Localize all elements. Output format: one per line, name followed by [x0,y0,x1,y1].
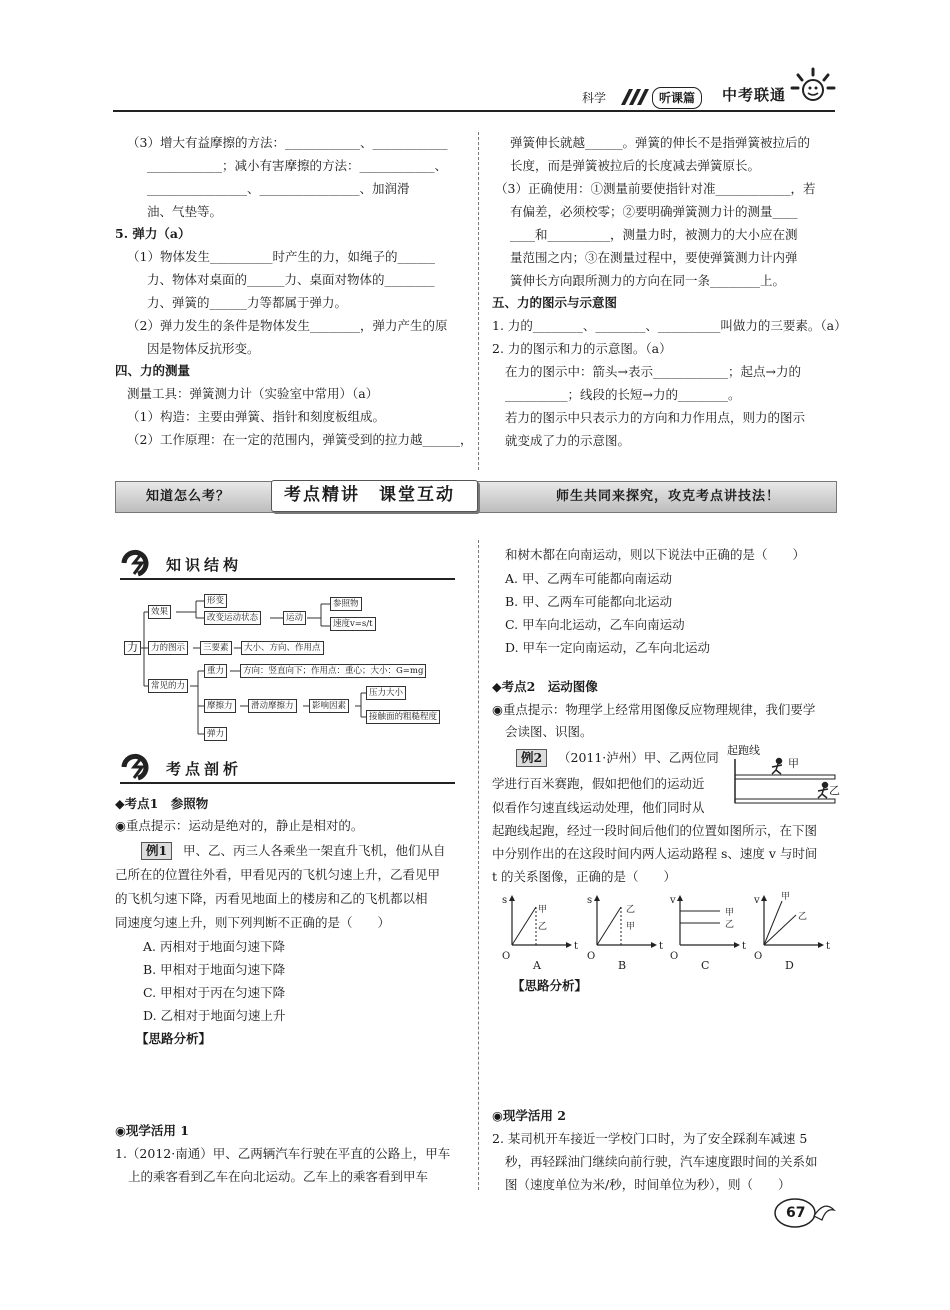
series-yi-line [764,915,796,945]
y-axis-label: v [754,895,760,906]
series-yi-label: 乙 [798,912,808,922]
series-jia-label: 甲 [626,922,636,932]
text-line: 弹簧伸长就越______。弹簧的伸长不是指弹簧被拉后的 [510,135,811,150]
text-line: （2）弹力发生的条件是物体发生________，弹力产生的原 [127,318,448,333]
graph-b [585,893,667,973]
swirl-icon [120,548,156,578]
map-roughness: 接触面的粗糙程度 [366,710,440,724]
practice1-heading: ◉现学活用 1 [115,1123,189,1138]
ex1-line: 甲、乙、丙三人各乘坐一架直升飞机，他们从自 [183,843,446,858]
graph-d [752,893,834,973]
section-heading: 四、力的测量 [115,363,191,378]
origin-label: O [502,951,511,962]
hint2-line: ◉重点提示：物理学上经常用图像反应物理规律，我们要学 [492,702,816,717]
ex2-tag: 例2 [516,749,547,767]
hint2-line: 会读图、识图。 [505,724,593,739]
practice2-heading: ◉现学活用 2 [492,1108,566,1123]
graph-c [668,893,750,973]
practice2-line: 图（速度单位为米/秒，时间单位为秒），则（ ） [505,1177,791,1192]
text-line: （1）构造：主要由弹簧、指针和刻度板组成。 [127,409,385,424]
ex1-line: 同速度匀速上升，则下列判断不正确的是（ ） [115,915,391,930]
ex1-option-c: C. 甲相对于丙在匀速下降 [143,985,286,1000]
ex2-line: 学进行百米赛跑，假如把他们的运动近 [492,776,705,791]
text-line: 簧伸长方向跟所测力的方向在同一条________上。 [510,273,786,288]
banner-right: 师生共同来探究，攻克考点讲技法！ [556,489,781,504]
section-banner [115,481,837,513]
swirl-icon [120,752,156,782]
text-line: 长度，而是弹簧被拉后的长度减去弹簧原长。 [510,158,761,173]
map-motion-change: 改变运动状态 [204,611,261,625]
runner-icon [818,783,828,799]
y-axis-label: v [670,895,676,906]
header-badge: 听课篇 [652,87,702,109]
text-line: 2. 力的图示和力的示意图。（a） [492,341,672,356]
section-heading: 五、力的图示与示意图 [492,295,618,310]
sun-logo-icon [790,66,836,110]
t-axis-label: t [574,941,579,952]
text-line: （2）工作原理：在一定的范围内，弹簧受到的拉力越______， [127,432,473,447]
knowledge-rule [120,578,455,580]
q-option-c: C. 甲车向北运动，乙车向南运动 [505,617,685,632]
y-axis-arrow [509,895,515,901]
y-axis-arrow [761,895,767,901]
text-line: ____________；减小有害摩擦的方法：____________、 [147,158,448,173]
page-number: 67 [786,1205,806,1221]
text-line: ________________、________________、加润滑 [147,181,410,196]
banner-center: 考点精讲 课堂互动 [284,485,455,505]
text-line: 量范围之内；③在测量过程中，要使弹簧测力计内弹 [510,250,798,265]
x-axis-arrow [818,942,824,948]
text-line: 测量工具：弹簧测力计（实验室中常用）（a） [127,386,379,401]
analysis-title: 考点剖析 [166,760,243,778]
ex2-line: 似看作匀速直线运动处理，他们同时从 [492,800,705,815]
practice2-line: 秒，再轻踩油门继续向前行驶，汽车速度跟时间的关系如 [505,1154,818,1169]
banner-left: 知道怎么考？ [146,489,231,504]
race-figure [732,755,840,807]
y-axis-arrow [594,895,600,901]
series-jia-line [764,901,782,945]
header-subject: 科学 [582,91,607,105]
ex1-tag: 例1 [141,842,172,860]
analysis-rule [120,782,455,784]
text-line: 因是物体反抗形变。 [147,341,260,356]
y-axis-label: s [502,895,508,906]
series-jia-label: 甲 [781,892,791,902]
text-line: 力、弹簧的______力等都属于弹力。 [147,295,348,310]
text-line: 就变成了力的示意图。 [505,433,631,448]
ex2-line: 起跑线起跑，经过一段时间后他们的位置如图所示，在下图 [492,823,818,838]
section-heading: 5. 弹力（a） [115,226,191,241]
text-line: （1）物体发生__________时产生的力，如绳子的______ [127,249,435,264]
graph-a [500,893,582,973]
map-reference: 参照物 [330,597,362,611]
map-deform: 形变 [204,594,227,608]
knowledge-title: 知识结构 [166,556,243,574]
map-gravity-items: 方向：竖直向下；作用点：重心；大小：G=mg [240,664,426,678]
map-friction: 摩擦力 [204,699,236,713]
series-yi-label: 乙 [538,922,548,932]
series-jia-label: 甲 [538,905,548,915]
text-line: 在力的图示中：箭头→表示____________；起点→力的 [505,364,801,379]
header-rule [113,110,835,112]
map-three: 三要素 [200,641,232,655]
text-line: 有偏差，必须校零；②要明确弹簧测力计的测量____ [510,204,798,219]
graph-label: B [618,959,627,972]
map-diagram: 力的图示 [148,641,188,655]
x-axis-arrow [734,942,740,948]
ex1-line: 己所在的位置往外看，甲看见丙的飞机匀速上升，乙看见甲 [115,867,441,882]
ex1-think: 【思路分析】 [136,1031,212,1046]
y-axis-label: s [587,895,593,906]
origin-label: O [587,951,596,962]
stripes-icon [617,88,653,106]
banner-center-box [271,480,478,512]
map-sliding: 滑动摩擦力 [248,699,297,713]
map-three-items: 大小、方向、作用点 [241,641,324,655]
text-line: ____和__________，测量力时，被测力的大小应在测 [510,227,798,242]
ex1-option-d: D. 乙相对于地面匀速上升 [143,1008,286,1023]
series-jia-label: 甲 [725,908,735,918]
origin-label: O [670,951,679,962]
series-jia-line [512,907,536,945]
start-line-label: 起跑线 [727,744,760,757]
column-divider-top [478,132,479,470]
q-option-d: D. 甲车一定向南运动，乙车向北运动 [505,640,711,655]
map-speed: 速度v=s/t [330,617,376,631]
runner-icon [772,759,782,775]
text-line: （3）正确使用：①测量前要使指针对准____________，若 [495,181,816,196]
ex2-line: t 的关系图像，正确的是（ ） [492,869,676,884]
ex2-think: 【思路分析】 [512,978,588,993]
ex1-option-a: A. 丙相对于地面匀速下降 [143,939,285,954]
map-effect: 效果 [148,605,171,619]
q-line: 和树木都在向南运动，则以下说法中正确的是（ ） [505,547,806,562]
graph-label: A [533,959,541,972]
q-option-b: B. 甲、乙两车可能都向北运动 [505,594,673,609]
practice1-line: 上的乘客看到乙车在向北运动。乙车上的乘客看到甲车 [128,1169,429,1184]
practice2-line: 2. 某司机开车接近一学校门口时，为了安全踩刹车减速 5 [492,1131,808,1146]
series-yi-label: 乙 [725,920,735,930]
map-elastic: 弹力 [204,727,227,741]
map-motion: 运动 [283,611,306,625]
kp2-heading: ◆考点2 运动图像 [492,679,598,694]
map-common: 常见的力 [148,679,188,693]
map-pressure: 压力大小 [366,686,406,700]
text-line: 1. 力的________、________、__________叫做力的三要素。（a） [492,318,847,333]
runner-jia-label: 甲 [788,757,799,770]
t-axis-label: t [826,941,831,952]
map-factors: 影响因素 [309,699,349,713]
practice1-line: 1.（2012·南通）甲、乙两辆汽车行驶在平直的公路上，甲车 [115,1146,451,1161]
header-series: 中考联通 [722,86,787,104]
ex1-option-b: B. 甲相对于地面匀速下降 [143,962,286,977]
origin-label: O [754,951,763,962]
graph-label: D [785,959,794,972]
x-axis-arrow [651,942,657,948]
ex1-line: 的飞机匀速下降，丙看见地面上的楼房和乙的飞机都以相 [115,891,428,906]
series-yi-label: 乙 [626,905,636,915]
t-axis-label: t [742,941,747,952]
t-axis-label: t [659,941,664,952]
text-line: 力、物体对桌面的______力、桌面对物体的________ [147,272,435,287]
ex2-line: （2011·泸州）甲、乙两位同 [558,750,719,765]
kp1-heading: ◆考点1 参照物 [115,796,209,811]
runner-yi-label: 乙 [829,784,840,797]
text-line: __________；线段的长短→力的________。 [505,387,741,402]
graph-label: C [701,959,710,972]
ex2-line: 中分别作出的在这段时间内两人运动路程 s、速度 v 与时间 [492,846,818,861]
text-line: 油、气垫等。 [147,204,223,219]
q-option-a: A. 甲、乙两车可能都向南运动 [505,571,672,586]
y-axis-arrow [677,895,683,901]
text-line: （3）增大有益摩擦的方法：____________、____________ [127,135,448,150]
hint1: ◉重点提示：运动是绝对的，静止是相对的。 [115,818,364,833]
text-line: 若力的图示中只表示力的方向和力作用点，则力的图示 [505,410,806,425]
x-axis-arrow [566,942,572,948]
map-gravity: 重力 [204,664,227,678]
map-root: 力 [124,641,141,655]
series-yi-line [597,907,621,945]
column-divider-bottom [478,540,479,1190]
